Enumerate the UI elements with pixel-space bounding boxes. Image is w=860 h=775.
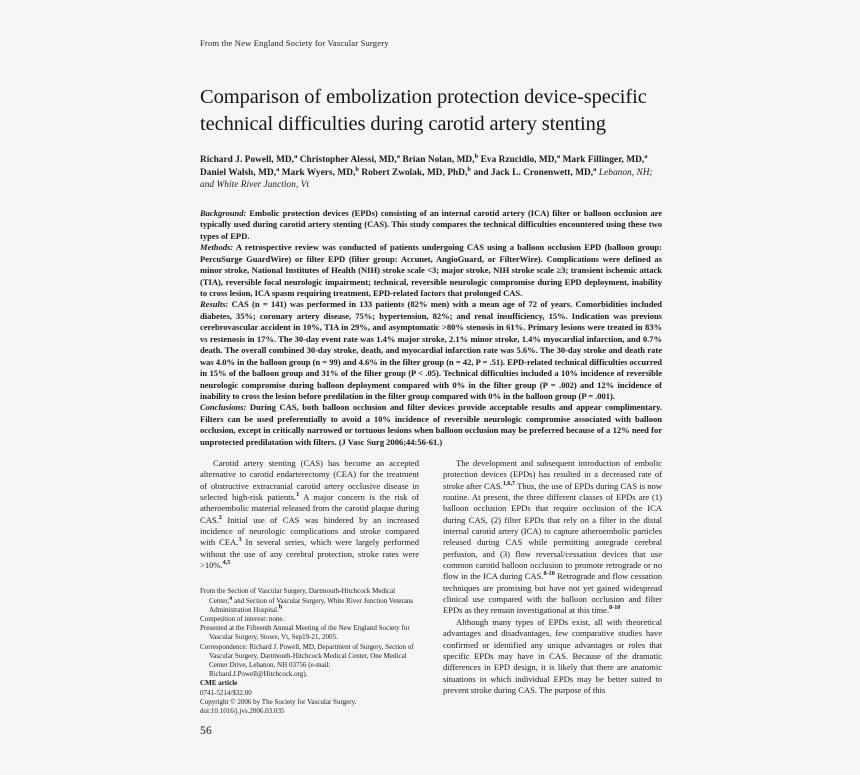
paragraph bbox=[200, 458, 419, 571]
abstract-methods bbox=[200, 242, 662, 299]
author-name: Brian Nolan, MD, bbox=[402, 155, 475, 165]
author-name: Richard J. Powell, MD, bbox=[200, 155, 295, 165]
citation-ref[interactable]: 1,6,7 bbox=[502, 479, 516, 487]
body-column-right bbox=[443, 458, 662, 696]
affiliation-marker-b: b bbox=[278, 603, 283, 611]
citation-ref[interactable]: 8-10 bbox=[543, 570, 555, 578]
author-name: and Jack L. Cronenwett, MD, bbox=[473, 167, 594, 178]
author-affiliation-marker: a bbox=[556, 152, 561, 160]
author-name: Daniel Walsh, MD, bbox=[200, 167, 277, 178]
abstract-background-label: Background: bbox=[200, 207, 247, 218]
footnote-issn: 0741-5214/$32.00 bbox=[200, 688, 252, 697]
abstract-methods-text: A retrospective review was conducted of patients undergoing CAS using a balloon occlusion EPD (balloon group: PercuSurge GuardWire) or filter EPD (filter group: Accunet, AngioGuard, or FilterWire). Complications were defined as minor stroke, National Institutes of Health (NIH) stroke scale <3; major stroke, NIH stroke scale ≥3; transient ischemic attack (TIA), reversible focal neurologic impairment; technical, reversible neurologic compromise during EPD deployment, inability to cross lesion, ICA spasm requiring treatment, EPD-related factors that prolonged CAS. bbox=[200, 242, 662, 298]
abstract-results-text: CAS (n = 141) was performed in 133 patients (82% men) with a mean age of 72 of years. Comorbidities included diabetes, 35%; coronary artery disease, 75%; hypertension, 82%; and renal insufficiency, 15%. Indication was previous cerebrovascular accident in 10%, TIA in 29%, and asymptomatic >80% stenosis in 61%. Primary lesions were treated in 83% vs restenosis in 17%. The 30-day event rate was 1.4% major stroke, 2.1% minor stroke, 1.4% myocardial infarction, and 0.7% death. The overall combined 30-day stroke, death, and myocardial infarction rate was 5.6%. The 30-day stroke and death rate was 4.0% in the balloon group (n = 99) and 4.6% in the filter group (n = 42, P = .51). EPD-related technical difficulties occurred in 15% of the balloon group and 31% of the filter group (P < .05). Technical difficulties included a 10% incidence of reversible neurologic compromise during balloon deployment compared with 0% in the filter group (P = .002) and 12% incidence of inability to cross the lesion before predilation in the filter group compared with 0% in the balloon group (P = .001). bbox=[200, 299, 662, 402]
abstract-background bbox=[200, 208, 662, 242]
two-column-body bbox=[200, 458, 662, 758]
footnote-doi: doi:10.1016/j.jvs.2006.03.035 bbox=[200, 707, 285, 716]
footnote-competition: Competition of interest: none. bbox=[200, 615, 285, 624]
page-title: Comparison of embolization protection device-specific technical difficulties during carotid artery stenting bbox=[200, 86, 647, 135]
author-affiliation-marker: b bbox=[355, 165, 360, 173]
abstract bbox=[200, 208, 662, 449]
citation-ref[interactable]: 3 bbox=[238, 536, 242, 544]
footnote-block bbox=[200, 587, 419, 716]
paragraph: Although many types of EPDs exist, all with theoretical advantages and disadvantages, few comparative studies have confirmed or identified any unique advantages or roles that specific EPDs may have in CAS. Because of the dramatic differences in EPD design, it is likely that there are anatomic situations in which individual EPDs may be better suited to prevent stroke during CAS. The purpose of this bbox=[443, 616, 662, 695]
society-line: From the New England Society for Vascular Surgery bbox=[200, 38, 389, 48]
abstract-conclusions bbox=[200, 402, 662, 448]
footnote-cme: CME article bbox=[200, 679, 238, 688]
citation-ref[interactable]: 2 bbox=[218, 513, 222, 521]
author-affiliation-marker: a bbox=[644, 152, 648, 160]
affiliation-marker-a: a bbox=[229, 594, 233, 602]
paragraph-part: Thus, the use of EPDs during CAS is now routine. At present, the three different classes of EPDs are (1) balloon occlusion EPDs that require occlusion of the ICA during CAS, (2) filter EPDs that rely on a filter in the distal internal carotid artery (ICA) to capture atheroembolic particles released during CAS while permitting antegrade cerebral perfusion, and (3) flow reversal/cessation devices that use common carotid balloon occlusion to promote retrograde or no flow in the ICA during CAS. bbox=[443, 480, 662, 582]
intro-paragraphs-right bbox=[443, 458, 662, 696]
author-affiliation-marker: a bbox=[593, 165, 597, 173]
paragraph-part: Initial use of CAS was hindered by an increased incidence of neurologic complications and stroke compared with CEA. bbox=[200, 514, 419, 548]
author-affiliation-marker: b bbox=[474, 152, 479, 160]
author-affiliation-marker: a bbox=[276, 165, 280, 173]
author-list bbox=[200, 154, 662, 192]
author-name: Eva Rzucidlo, MD, bbox=[480, 155, 557, 165]
abstract-results bbox=[200, 299, 662, 402]
body-column-left bbox=[200, 458, 419, 737]
citation-ref[interactable]: 1 bbox=[296, 491, 300, 499]
page-header-block bbox=[200, 0, 662, 448]
paragraph bbox=[443, 458, 662, 617]
paragraph-part: The development and subsequent introduction of embolic protection devices (EPDs) has resulted in a decreased rate of stroke after CAS. bbox=[443, 458, 662, 491]
abstract-methods-label: Methods: bbox=[200, 242, 234, 253]
footnote-affiliation-a: From the Section of Vascular Surgery, Dartmouth-Hitchcock Medical Center, bbox=[200, 587, 396, 605]
paragraph-part: A major concern is the risk of atheroembolic material released from the carotid plaque during CAS. bbox=[200, 492, 419, 525]
footnote-affiliation bbox=[200, 587, 419, 615]
footnote-correspondence: Correspondence: Richard J. Powell, MD, Department of Surgery, Section of Vascular Surgery, Dartmouth-Hitchcock Medical Center, One Medical Center Drive, Lebanon, NH 03756 (e-mail: Richard.J.Powell@Hitchcock.org). bbox=[200, 642, 414, 679]
abstract-background-text: Embolic protection devices (EPDs) consisting of an internal carotid artery (ICA) filter or balloon occlusion are typically used during carotid artery stenting (CAS). This study compares the technical difficulties encountered using these two types of EPD. bbox=[200, 207, 662, 241]
abstract-results-label: Results: bbox=[200, 299, 229, 310]
author-affiliation-marker: a bbox=[294, 152, 298, 160]
footnote-affiliation-b: and Section of Vascular Surgery, White River Junction Veterans Administration Hospital. bbox=[209, 596, 414, 614]
author-name: Mark Wyers, MD, bbox=[281, 167, 356, 178]
author-affiliation-marker: b bbox=[467, 165, 472, 173]
abstract-conclusions-text: During CAS, both balloon occlusion and filter devices provide acceptable results and appear complimentary. Filters can be used preferentially to avoid a 10% incidence of reversible neurologic compromise associated with balloon occlusion, except in critically narrowed or tortuous lesions when balloon occlusion may be preferred because of a 12% need for unprotected predilatation with filters. (J Vasc Surg 2006;44:56-61.) bbox=[200, 402, 662, 447]
paragraph-part: In several series, which were largely performed without the use of any cerebral protection, stroke rates were >10%. bbox=[200, 537, 419, 571]
author-name: Robert Zwolak, MD, PhD, bbox=[361, 167, 468, 178]
author-name: Mark Fillinger, MD, bbox=[562, 155, 645, 165]
author-name: Christopher Alessi, MD, bbox=[299, 155, 397, 165]
author-cities: Lebanon, NH; and White River Junction, Vt bbox=[200, 167, 653, 191]
author-affiliation-marker: a bbox=[396, 152, 401, 160]
page-number: 56 bbox=[200, 725, 213, 738]
paragraph-part: Retrograde and flow cessation techniques are promising but have not yet gained widespread clinical use compared with the balloon occlusion and filter EPDs as they remain investigational at this time. bbox=[443, 571, 662, 616]
footnote-copyright: Copyright © 2006 by The Society for Vascular Surgery. bbox=[200, 697, 357, 706]
paragraph-part: Carotid artery stenting (CAS) has become an accepted alternative to carotid endarterectomy (CEA) for the treatment of obstructive extracranial carotid artery occlusive disease in selected high-risk patients. bbox=[200, 458, 419, 503]
abstract-conclusions-label: Conclusions: bbox=[200, 402, 247, 413]
intro-paragraph-left bbox=[200, 458, 419, 571]
citation-ref[interactable]: 4,5 bbox=[222, 559, 231, 567]
citation-ref[interactable]: 8-10 bbox=[609, 604, 621, 612]
footnote-presented: Presented at the Fifteenth Annual Meeting of the New England Society for Vascular Surgery, Stowe, Vt, Sep19-21, 2005. bbox=[200, 624, 410, 642]
